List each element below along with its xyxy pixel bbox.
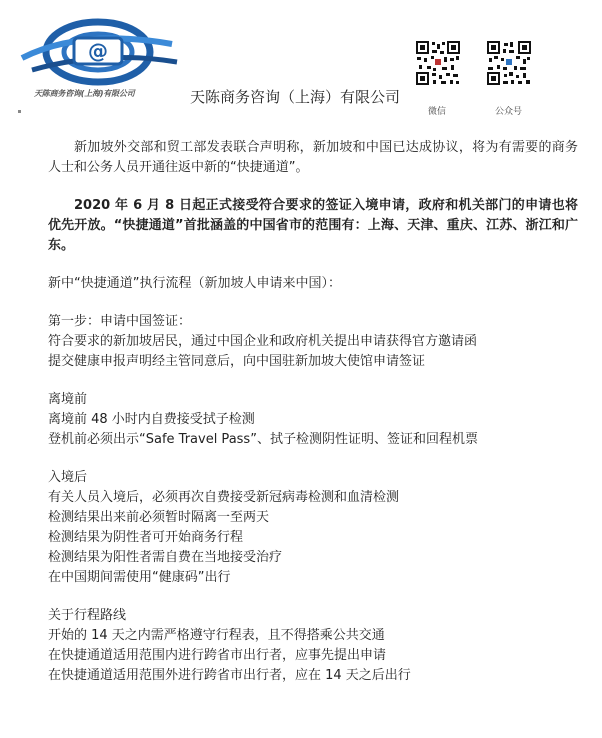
- list-item: 检测结果为阳性者需自费在当地接受治疗: [48, 550, 283, 565]
- wechat-label: 微信: [428, 107, 447, 117]
- after-entry-section: [48, 468, 578, 588]
- step1-title: 第一步：申请中国签证：: [48, 314, 192, 329]
- list-item: 符合要求的新加坡居民，通过中国企业和政府机关提出申请获得官方邀请函: [48, 334, 478, 349]
- list-item: 检测结果为阴性者可开始商务行程: [48, 530, 244, 545]
- list-item: 登机前必须出示“Safe Travel Pass”、拭子检测阴性证明、签证和回程机票: [48, 432, 478, 447]
- list-item: 提交健康申报声明经主管同意后，向中国驻新加坡大使馆申请签证: [48, 354, 426, 369]
- process-title: 新中“快捷通道”执行流程（新加坡人申请来中国）：: [48, 276, 341, 291]
- company-name: 天陈商务咨询（上海）有限公司: [190, 88, 401, 106]
- list-item: 在中国期间需使用“健康码”出行: [48, 570, 231, 585]
- list-item: 离境前 48 小时内自费接受拭子检测: [48, 412, 255, 427]
- list-item: 在快捷通道适用范围内进行跨省市出行者，应事先提出申请: [48, 648, 387, 663]
- official-account-label: 公众号: [495, 107, 523, 117]
- list-item: 检测结果出来前必须暂时隔离一至两天: [48, 510, 270, 525]
- letterhead: [0, 0, 602, 125]
- itinerary-section: [48, 606, 578, 686]
- article-body: [48, 138, 578, 704]
- intro-paragraph: 新加坡外交部和贸工部发表联合声明称，新加坡和中国已达成协议，将为有需要的商务人士和公务人员开通往返中新的“快捷通道”。: [48, 140, 578, 175]
- header-mark: [18, 110, 21, 113]
- wechat-qr-code: [415, 40, 461, 86]
- step1-section: [48, 312, 578, 372]
- after-entry-title: 入境后: [48, 470, 88, 485]
- itinerary-title: 关于行程路线: [48, 608, 127, 623]
- official-account-qr-code: [486, 40, 532, 86]
- before-departure-title: 离境前: [48, 392, 88, 407]
- list-item: 开始的 14 天之内需严格遵守行程表，且不得搭乘公共交通: [48, 628, 385, 643]
- list-item: 有关人员入境后，必须再次自费接受新冠病毒检测和血清检测: [48, 490, 400, 505]
- list-item: 在快捷通道适用范围外进行跨省市出行者，应在 14 天之后出行: [48, 668, 411, 683]
- svg-text:@: @: [88, 39, 108, 63]
- logo-company-name: 天陈商务咨询(上海)有限公司: [34, 89, 135, 98]
- before-departure-section: [48, 390, 578, 450]
- date-paragraph: 2020 年 6 月 8 日起正式接受符合要求的签证入境申请，政府和机关部门的申请也将优先开放。“快捷通道”首批涵盖的中国省市的范围有：上海、天津、重庆、江苏、浙江和广东。: [48, 198, 578, 253]
- company-logo: [12, 8, 182, 100]
